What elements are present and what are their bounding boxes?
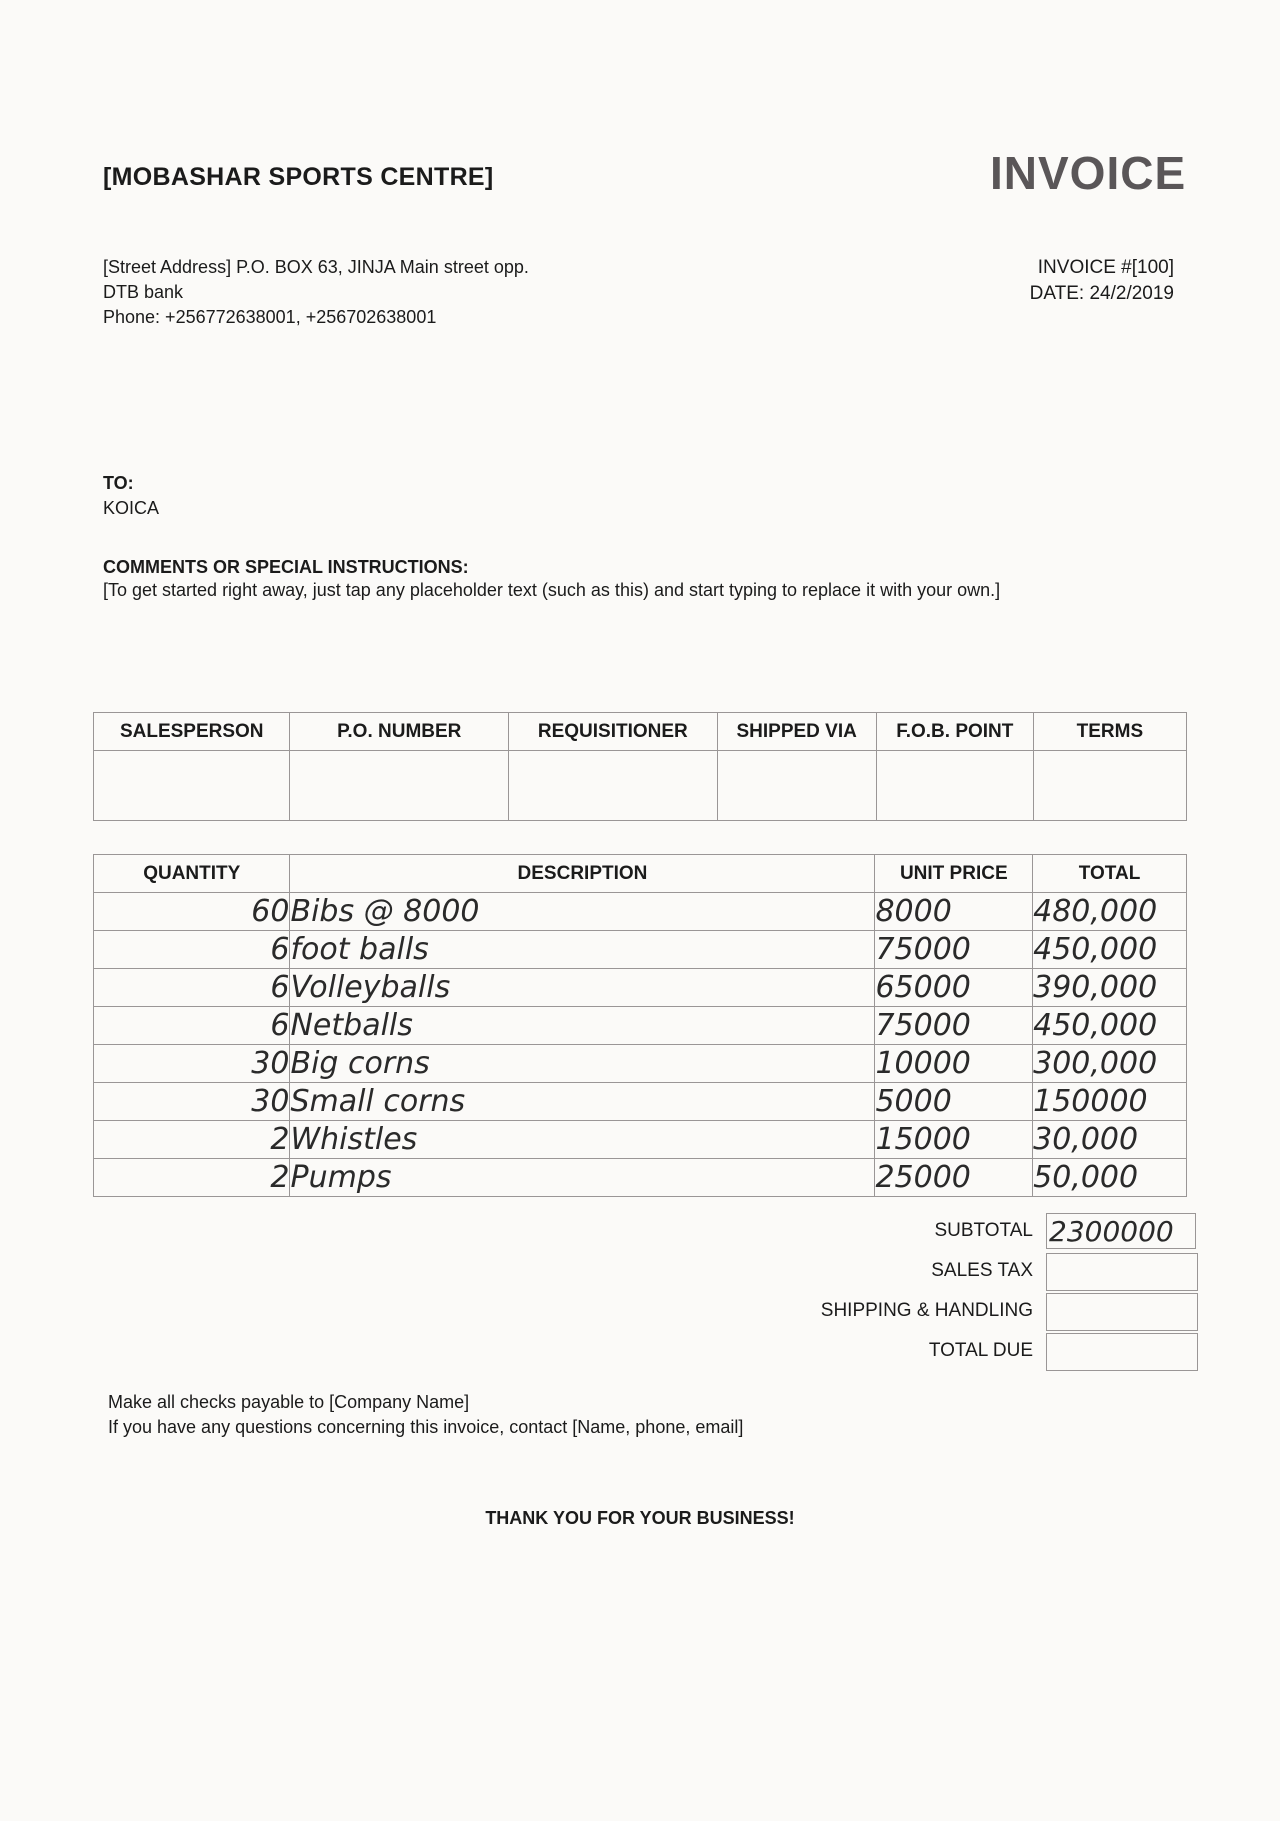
item-unit-price: 10000 [875,1045,1033,1083]
item-quantity: 30 [94,1083,290,1121]
header-unit-price: UNIT PRICE [875,855,1033,893]
table-row [94,1159,1187,1197]
item-description: foot balls [290,931,875,969]
salesperson-cell[interactable] [94,751,290,821]
table-row [94,969,1187,1007]
contact-note: If you have any questions concerning this invoice, contact [Name, phone, email] [108,1417,744,1437]
address-line-2: DTB bank [103,282,184,302]
header-po-number: P.O. NUMBER [290,713,509,751]
item-total: 150000 [1033,1083,1187,1121]
table-row [94,1121,1187,1159]
shipped-via-cell[interactable] [717,751,876,821]
thank-you-message: THANK YOU FOR YOUR BUSINESS! [485,1508,795,1528]
item-description: Whistles [290,1121,875,1159]
item-total: 30,000 [1033,1121,1187,1159]
header-quantity: QUANTITY [94,855,290,893]
header-total: TOTAL [1033,855,1187,893]
item-unit-price: 5000 [875,1083,1033,1121]
fob-point-cell[interactable] [876,751,1033,821]
item-quantity: 6 [94,1007,290,1045]
header-fob-point: F.O.B. POINT [876,713,1033,751]
requisitioner-cell[interactable] [509,751,717,821]
comments-body: [To get started right away, just tap any placeholder text (such as this) and start typing to replace it with your own.] [103,580,1001,600]
footer-notes [108,1390,743,1440]
subtotal-label: SUBTOTAL [934,1220,1033,1241]
item-quantity: 2 [94,1121,290,1159]
item-total: 450,000 [1033,1007,1187,1045]
comments-title: COMMENTS OR SPECIAL INSTRUCTIONS: [103,557,469,577]
to-label: TO: [103,473,134,493]
line-items-table [93,854,1187,1197]
item-total: 450,000 [1033,931,1187,969]
total-due-value[interactable] [1046,1333,1198,1371]
item-description: Bibs @ 8000 [290,893,875,931]
item-description: Small corns [290,1083,875,1121]
item-description: Big corns [290,1045,875,1083]
item-total: 300,000 [1033,1045,1187,1083]
phone-line: Phone: +256772638001, +256702638001 [103,307,437,327]
item-unit-price: 75000 [875,931,1033,969]
item-unit-price: 8000 [875,893,1033,931]
item-unit-price: 75000 [875,1007,1033,1045]
table-row [94,1083,1187,1121]
item-description: Netballs [290,1007,875,1045]
company-name: [MOBASHAR SPORTS CENTRE] [103,163,494,191]
table-row [94,1045,1187,1083]
invoice-number: INVOICE #[100] [1037,257,1174,278]
po-number-cell[interactable] [290,751,509,821]
item-quantity: 60 [94,893,290,931]
item-total: 50,000 [1033,1159,1187,1197]
table-row [94,1007,1187,1045]
address-line-1: [Street Address] P.O. BOX 63, JINJA Main street opp. [103,257,529,277]
payable-note: Make all checks payable to [Company Name] [108,1392,470,1412]
subtotal-value: 2300000 [1046,1213,1196,1249]
sales-tax-label: SALES TAX [931,1260,1033,1281]
item-quantity: 30 [94,1045,290,1083]
header-terms: TERMS [1033,713,1186,751]
item-total: 390,000 [1033,969,1187,1007]
item-quantity: 6 [94,931,290,969]
shipping-handling-label: SHIPPING & HANDLING [820,1300,1033,1321]
item-unit-price: 65000 [875,969,1033,1007]
item-quantity: 2 [94,1159,290,1197]
terms-cell[interactable] [1033,751,1186,821]
item-quantity: 6 [94,969,290,1007]
item-unit-price: 25000 [875,1159,1033,1197]
table-row [94,893,1187,931]
header-salesperson: SALESPERSON [94,713,290,751]
header-shipped-via: SHIPPED VIA [717,713,876,751]
item-unit-price: 15000 [875,1121,1033,1159]
item-total: 480,000 [1033,893,1187,931]
invoice-title: INVOICE [990,147,1187,199]
shipping-info-table [93,712,1187,821]
total-due-label: TOTAL DUE [928,1340,1033,1361]
invoice-meta [1030,255,1174,307]
invoice-date: DATE: 24/2/2019 [1029,283,1174,304]
item-description: Volleyballs [290,969,875,1007]
item-description: Pumps [290,1159,875,1197]
header-requisitioner: REQUISITIONER [509,713,717,751]
header-description: DESCRIPTION [290,855,875,893]
recipient-name: KOICA [103,498,160,518]
sales-tax-value[interactable] [1046,1253,1198,1291]
table-row [94,931,1187,969]
shipping-handling-value[interactable] [1046,1293,1198,1331]
company-address [103,255,529,330]
